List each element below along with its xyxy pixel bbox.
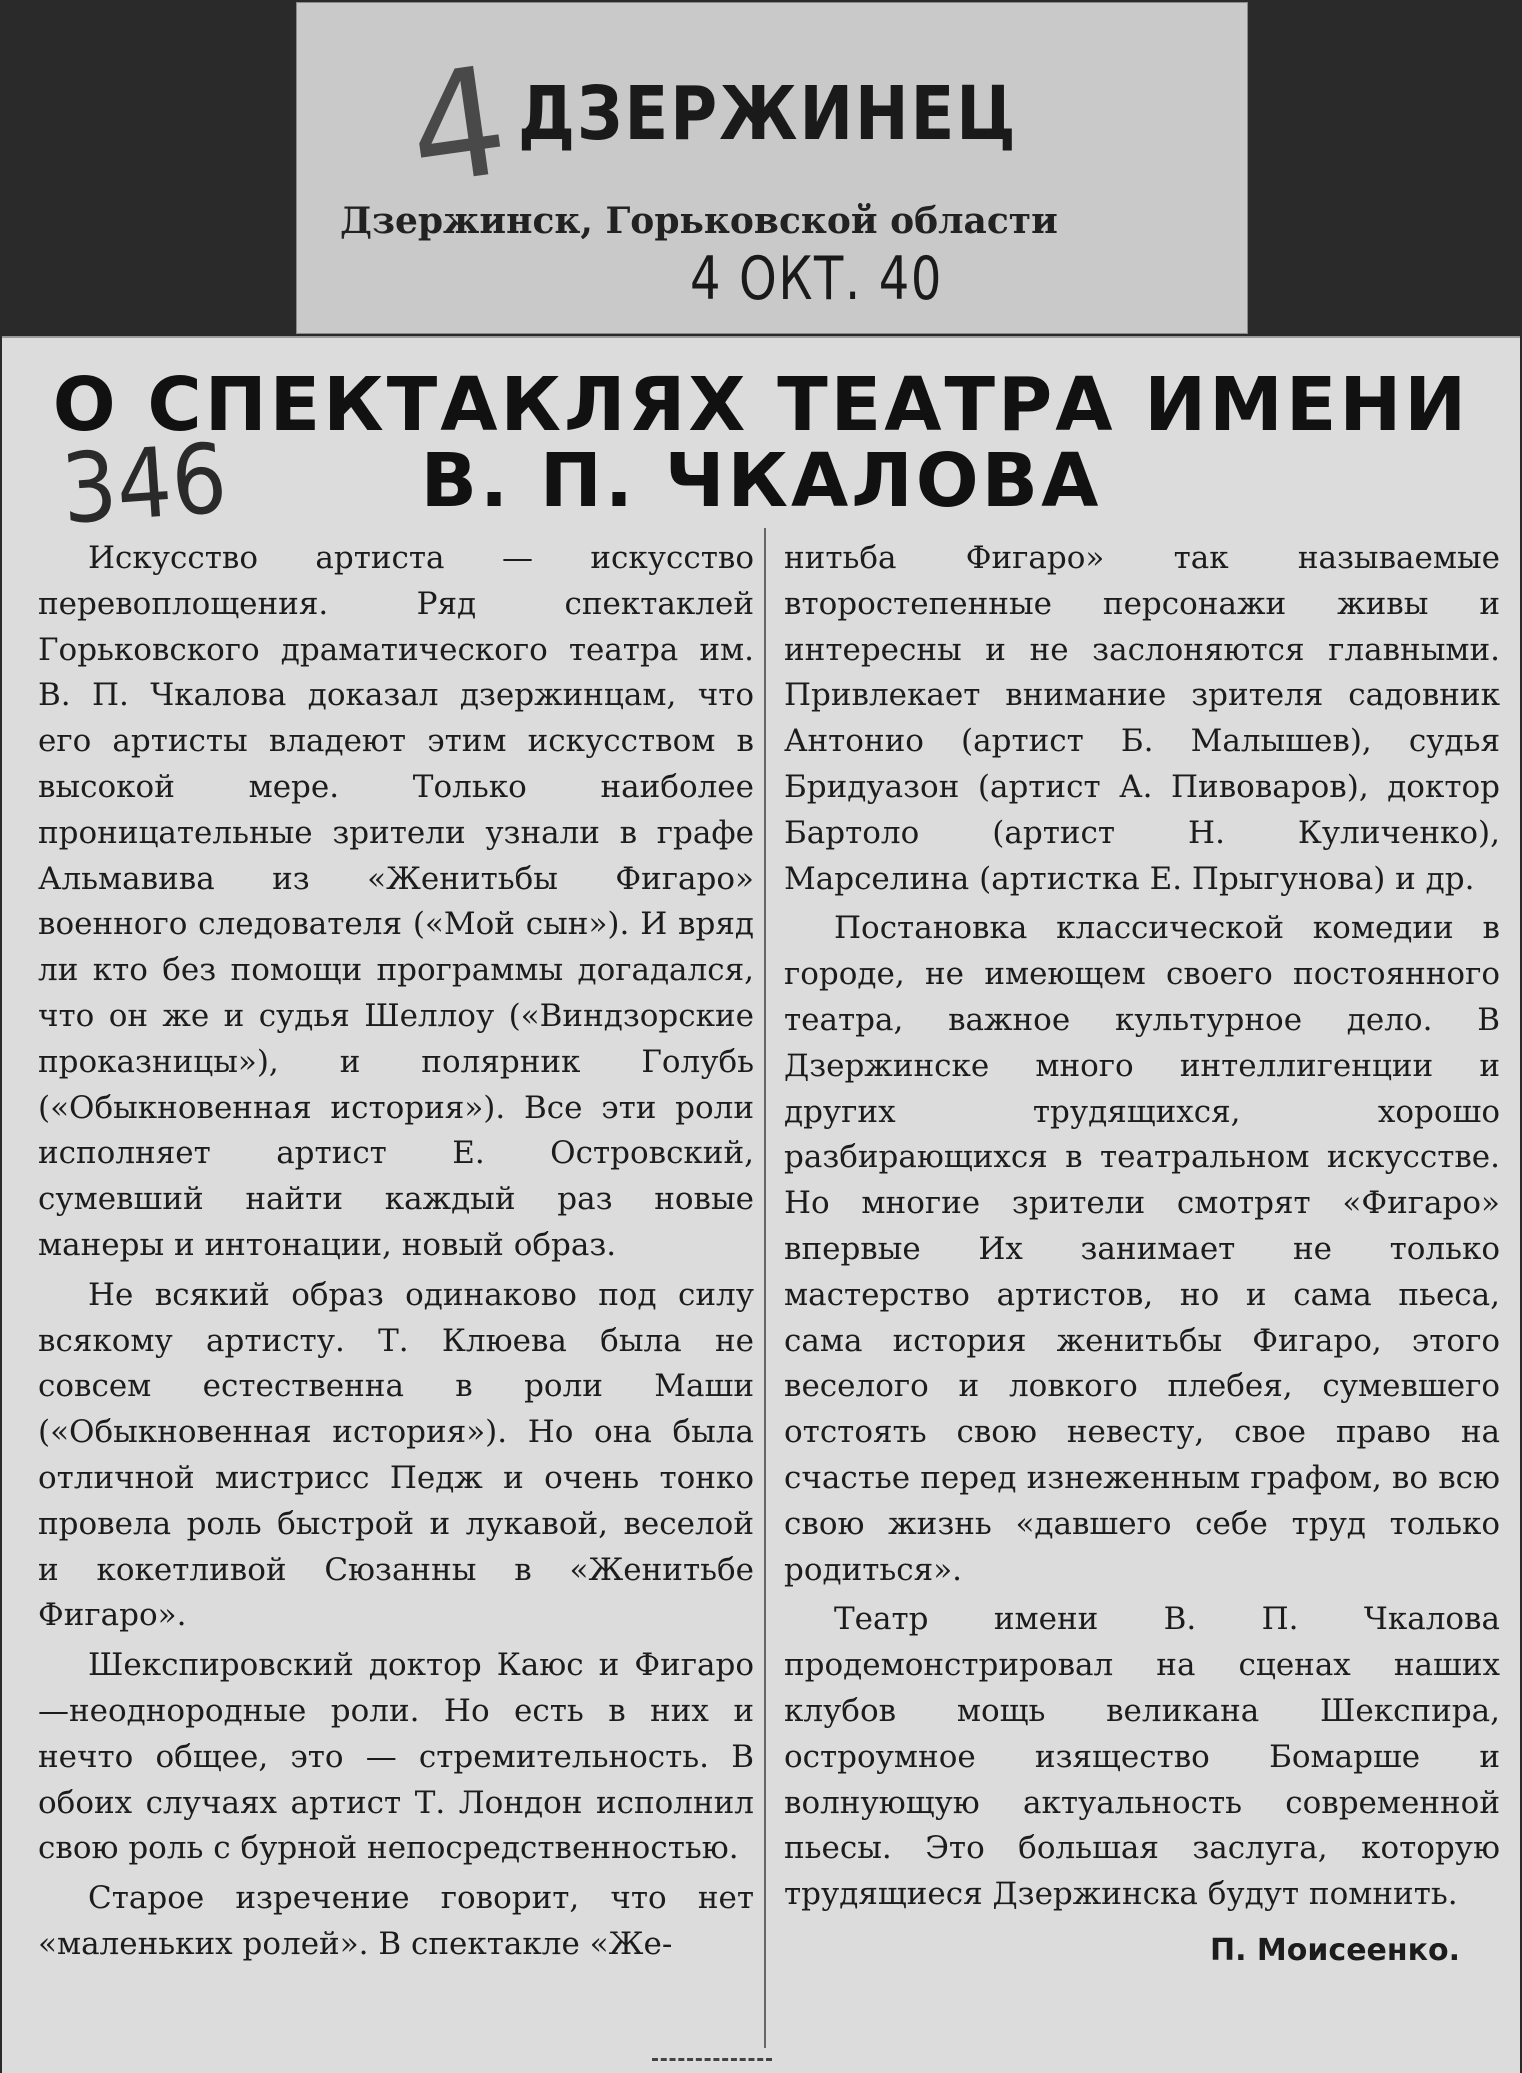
- handwritten-mark: 4: [398, 34, 518, 220]
- date-stamp: 4 ОКТ. 40: [690, 244, 943, 314]
- paragraph: Искусство артиста — искусство перевоплощения. Ряд спектаклей Горьковского драматического театра им. В. П. Чкалова доказал дзержинцам, что его артисты владеют этим искусством в высокой мере. Только наиболее проницательные зрители узнали в графе Альмавива из «Женитьбы Фигаро» военного следователя («Мой сын»). И вряд ли кто без помощи программы догадался, что он же и судья Шеллоу («Виндзорские проказницы»), и полярник Голубь («Обыкновенная история»). Все эти роли исполняет артист Е. Островский, сумевший найти каждый раз новые манеры и интонации, новый образ.: [38, 540, 754, 1263]
- author-signature: П. Моисеенко.: [1209, 1932, 1460, 1968]
- paragraph: нитьба Фигаро» так называемые второстепенные персонажи живы и интересны и не заслоняются главными. Привлекает внимание зрителя садовник Антонио (артист Б. Малышев), судья Бридуазон (артист А. Пивоваров), доктор Бартоло (артист Н. Куличенко), Марселина (артистка Е. Прыгунова) и др.: [784, 540, 1500, 897]
- headline-line-1: О СПЕКТАКЛЯХ ТЕАТРА ИМЕНИ: [52, 362, 1470, 448]
- newspaper-masthead: ДЗЕРЖИНЕЦ: [518, 72, 1018, 158]
- column-divider: [764, 528, 766, 2048]
- paragraph: Постановка классической комедии в городе, не имеющем своего постоянного театра, важное культурное дело. В Дзержинске много интеллигенции и других трудящихся, хорошо разбирающихся в театральном искусстве. Но многие зрители смотрят «Фигаро» впервые Их занимает не только мастерство артистов, но и сама пьеса, сама история женитьбы Фигаро, этого веселого и ловкого плебея, сумевшего отстоять свою невесту, свое право на счастье перед изнеженным графом, во всю свою жизнь «давшего себе труд только родиться».: [784, 910, 1500, 1588]
- bottom-divider: [652, 2058, 772, 2067]
- paragraph: Театр имени В. П. Чкалова продемонстрировал на сценах наших клубов мощь великана Шекспира, остроумное изящество Бомарше и волнующую актуальность современной пьесы. Это большая заслуга, которую трудящиеся Дзержинска будут помнить.: [784, 1601, 1500, 1913]
- article-column-right: [784, 536, 1500, 1974]
- headline-line-2: В. П. ЧКАЛОВА: [420, 438, 1102, 524]
- paragraph: Шекспировский доктор Каюс и Фигаро—неоднородные роли. Но есть в них и нечто общее, это — стремительность. В обоих случаях артист Т. Лондон исполнил свою роль с бурной непосредственностью.: [38, 1647, 754, 1867]
- paragraph: Старое изречение говорит, что нет «маленьких ролей». В спектакле «Же-: [38, 1880, 754, 1962]
- newspaper-clipping: [2, 336, 1520, 2073]
- paragraph: Не всякий образ одинаково под силу всякому артисту. Т. Клюева была не совсем естественна в роли Маши («Обыкновенная история»). Но она была отличной мистрисс Педж и очень тонко провела роль быстрой и лукавой, веселой и кокетливой Сюзанны в «Женитьбе Фигаро».: [38, 1276, 754, 1634]
- newspaper-place: Дзержинск, Горьковской области: [340, 200, 1058, 242]
- article-column-left: [38, 536, 754, 1972]
- handwritten-catalog-number: 346: [58, 422, 231, 546]
